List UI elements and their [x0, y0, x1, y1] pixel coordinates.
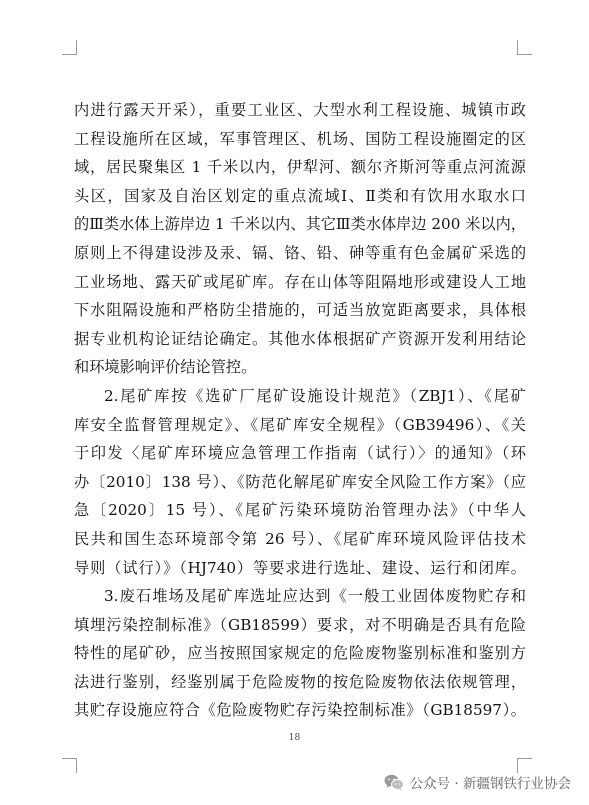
body-text	[74, 96, 526, 725]
page-number: 18	[288, 733, 301, 743]
text-line: 办〔2010〕138 号）、《防范化解尾矿库安全风险工作方案》（应	[74, 472, 526, 491]
crop-mark-top-right	[517, 40, 532, 55]
wechat-icon	[384, 774, 404, 791]
crop-mark-bottom-left	[62, 758, 77, 773]
text-line: 民共和国生态环境部令第 26 号）、《尾矿库环境风险评估技术	[74, 529, 526, 548]
text-line: 工程设施所在区域，军事管理区、机场、国防工程设施圈定的区	[74, 129, 526, 148]
crop-mark-top-left	[62, 40, 77, 55]
text-line: 头区，国家及自治区划定的重点流域Ⅰ、Ⅱ类和有饮用水取水口	[74, 186, 526, 205]
text-line: 法进行鉴别，经鉴别属于危险废物的按危险废物依法依规管理，	[74, 672, 526, 691]
text-line: 原则上不得建设涉及汞、镉、铬、铅、砷等重有色金属矿采选的	[74, 243, 526, 262]
text-line: 于印发〈尾矿库环境应急管理工作指南（试行）〉的通知》（环	[74, 444, 526, 463]
text-line: 库安全监督管理规定》、《尾矿库安全规程》（GB39496）、《关	[74, 415, 526, 434]
paragraph-2-start: 2.尾矿库按《选矿厂尾矿设施设计规范》（ZBJ1）、《尾矿	[104, 386, 526, 405]
text-line: 导则（试行）》（HJ740）等要求进行选址、建设、运行和闭库。	[74, 558, 526, 577]
text-line: 填埋污染控制标准》（GB18599）要求，对不明确是否具有危险	[74, 615, 526, 634]
text-line: 下水阻隔设施和严格防尘措施的，可适当放宽距离要求，具体根	[74, 301, 526, 320]
text-line: 和环境影响评价结论管控。	[74, 358, 257, 377]
watermark-text: 公众号 · 新疆钢铁行业协会	[409, 776, 571, 792]
text-line: 的Ⅲ类水体上游岸边 1 千米以内、其它Ⅲ类水体岸边 200 米以内，	[74, 215, 526, 234]
text-line: 工业场地、露天矿或尾矿库。存在山体等阻隔地形或建设人工地	[74, 272, 526, 291]
paragraph-3-start: 3.废石堆场及尾矿库选址应达到《一般工业固体废物贮存和	[104, 587, 526, 606]
text-line: 据专业机构论证结论确定。其他水体根据矿产资源开发利用结论	[74, 329, 526, 348]
text-line: 其贮存设施应符合《危险废物贮存污染控制标准》（GB18597）。	[74, 701, 526, 720]
text-line: 内进行露天开采），重要工业区、大型水利工程设施、城镇市政	[74, 101, 526, 119]
text-line: 急〔2020〕15 号）、《尾矿污染环境防治管理办法》（中华人	[74, 501, 526, 520]
watermark	[384, 771, 571, 793]
text-line: 域，居民聚集区 1 千米以内，伊犁河、额尔齐斯河等重点河流源	[74, 158, 526, 177]
text-line: 特性的尾矿砂，应当按照国家规定的危险废物鉴别标准和鉴别方	[74, 644, 526, 663]
